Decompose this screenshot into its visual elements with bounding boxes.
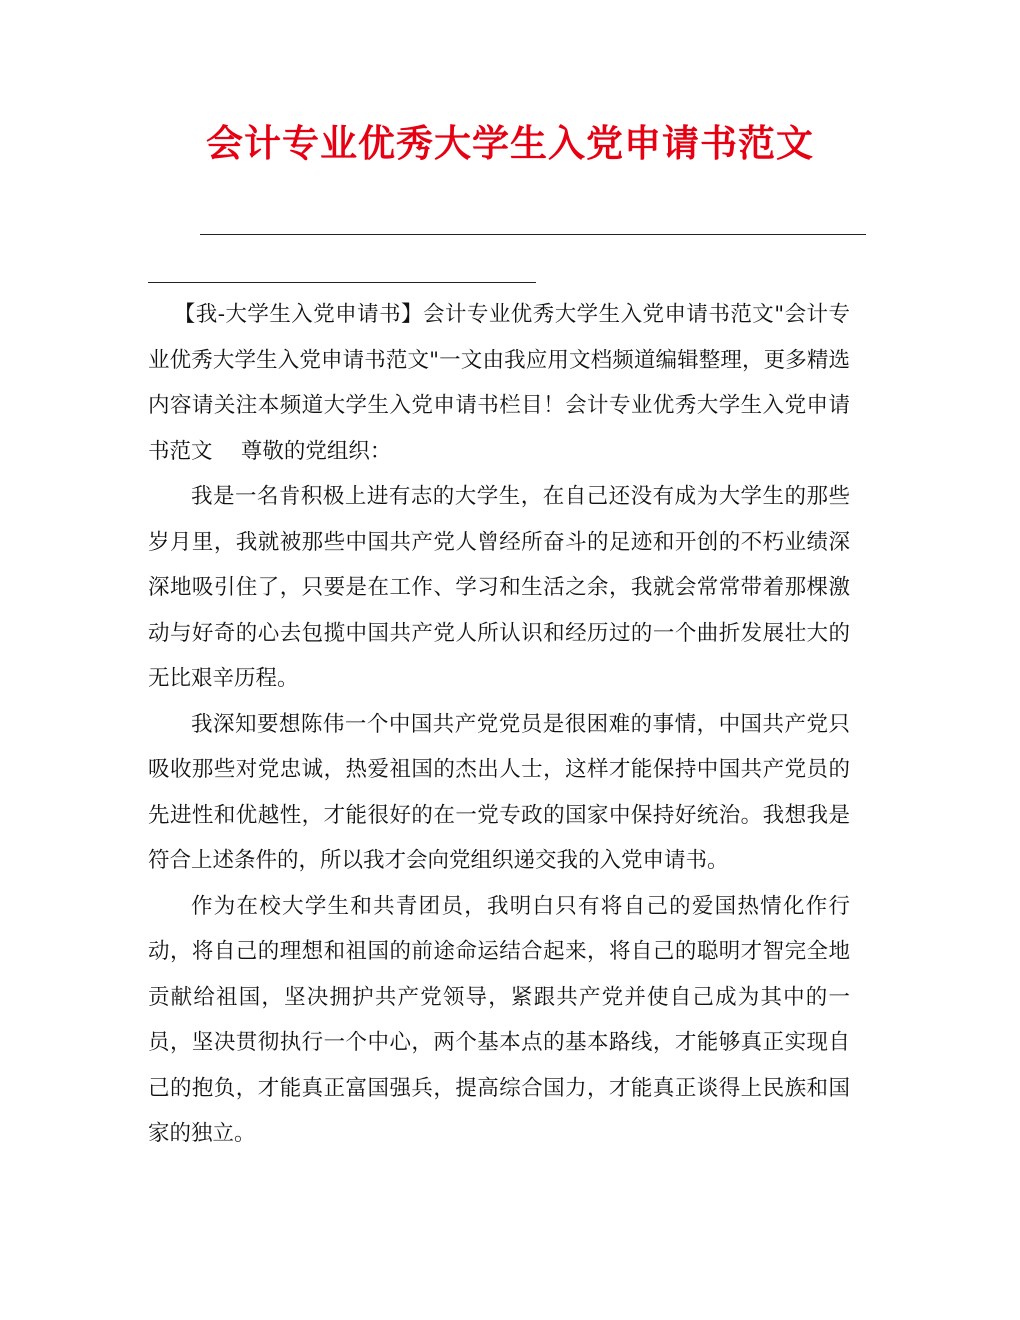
paragraph-3: 作为在校大学生和共青团员，我明白只有将自己的爱国热情化作行动，将自己的理想和祖国的前途命运结合起来，将自己的聪明才智完全地贡献给祖国，坚决拥护共产党领导，紧跟共产党并使自己成为其中的一员，坚决贯彻执行一个中心，两个基本点的基本路线，才能够真正实现自己的抱负，才能真正富国强兵，提高综合国力，才能真正谈得上民族和国家的独立。 (148, 893, 850, 1146)
paragraph-1: 我是一名肯积极上进有志的大学生，在自己还没有成为大学生的那些岁月里，我就被那些中国共产党人曾经所奋斗的足迹和开创的不朽业绩深深地吸引住了，只要是在工作、学习和生活之余，我就会常常带着那棵激动与好奇的心去包揽中国共产党人所认识和经历过的一个曲折发展壮大的无比艰辛历程。 (148, 484, 850, 691)
underline-rule-2 (148, 282, 536, 283)
underline-rule-1 (200, 234, 866, 235)
paragraph-2: 我深知要想陈伟一个中国共产党党员是很困难的事情，中国共产党只吸收那些对党忠诚，热爱祖国的杰出人士，这样才能保持中国共产党员的先进性和优越性，才能很好的在一党专政的国家中保持好统治。我想我是符合上述条件的，所以我才会向党组织递交我的入党申请书。 (148, 711, 850, 873)
paragraph-intro: 【我-大学生入党申请书】会计专业优秀大学生入党申请书范文"会计专业优秀大学生入党申请书范文"一文由我应用文档频道编辑整理，更多精选内容请关注本频道大学生入党申请书栏目！会计专业优秀大学生入党申请书范文 尊敬的党组织： (148, 302, 850, 464)
document-title: 会计专业优秀大学生入党申请书范文 (206, 121, 814, 165)
document-body (148, 292, 850, 1157)
